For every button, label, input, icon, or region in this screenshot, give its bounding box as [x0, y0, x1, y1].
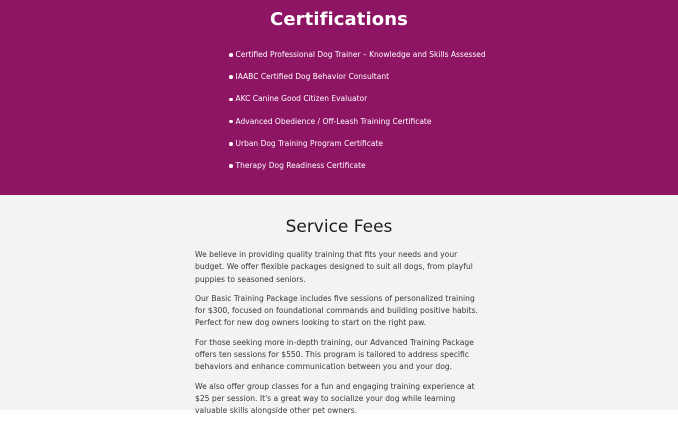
bullet-icon	[229, 53, 233, 57]
certification-label: Certified Professional Dog Trainer – Knowledge and Skills Assessed	[235, 50, 486, 59]
certification-label: Urban Dog Training Program Certificate	[235, 138, 384, 148]
fees-paragraph-advanced-package: For those seeking more in-depth training, our Advanced Training Package offers ten sessions for $550. This program is tailored to address specific behaviors and enhance communication between you and your dog.	[195, 337, 474, 372]
certification-item	[229, 49, 486, 71]
certification-item	[229, 71, 486, 93]
bullet-icon	[229, 164, 233, 168]
service-fees-body	[195, 249, 485, 425]
service-fees-section	[0, 195, 678, 416]
certification-item	[229, 116, 486, 138]
service-fees-title: Service Fees	[285, 217, 393, 237]
fees-paragraph-group-classes: We also offer group classes for a fun and engaging training experience at $25 per session. It's a great way to socialize your dog while learning valuable skills alongside other pet owners.	[195, 381, 475, 416]
certifications-section	[0, 0, 678, 195]
bullet-icon	[229, 75, 233, 79]
certification-label: Therapy Dog Readiness Certificate	[235, 160, 366, 170]
bullet-icon	[229, 98, 233, 102]
bullet-icon	[229, 120, 233, 124]
certification-item	[229, 160, 486, 182]
fees-paragraph-intro: We believe in providing quality training that fits your needs and your budget. We offer flexible packages designed to suit all dogs, from playful puppies to seasoned seniors.	[195, 250, 473, 284]
fees-paragraph-basic-package: Our Basic Training Package includes five sessions of personalized training for $300, focused on foundational commands and building positive habits. Perfect for new dog owners looking to start on the right paw.	[195, 293, 478, 328]
certification-label: IAABC Certified Dog Behavior Consultant	[235, 72, 390, 82]
certification-label: Advanced Obedience / Off-Leash Training Certificate	[235, 116, 432, 126]
certifications-list	[229, 49, 486, 182]
certification-item	[229, 93, 486, 115]
bullet-icon	[229, 142, 233, 146]
certifications-title: Certifications	[270, 9, 408, 30]
certification-label: AKC Canine Good Citizen Evaluator	[235, 94, 368, 104]
certification-item	[229, 138, 486, 160]
